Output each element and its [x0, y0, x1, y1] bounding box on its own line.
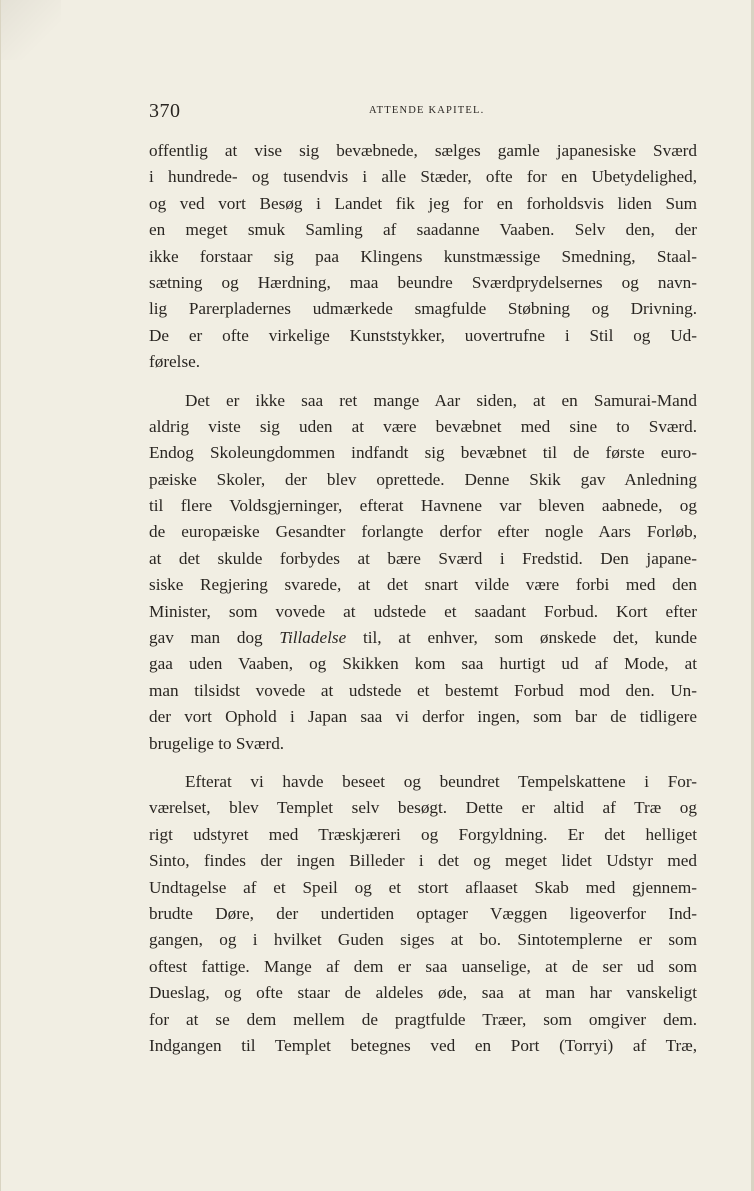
text-line: førelse. — [149, 352, 201, 372]
text-line — [149, 625, 697, 651]
text-line: Indgangen til Templet betegnes ved en Port (Torryi) af Træ, — [149, 1035, 697, 1055]
text-line: værelset, blev Templet selv besøgt. Dette er altid af Træ og — [149, 798, 697, 818]
text-line: Undtagelse af et Speil og et stort aflaaset Skab med gjennem- — [149, 877, 697, 897]
body-text — [149, 138, 697, 1059]
text-line: offentlig at vise sig bevæbnede, sælges gamle japanesiske Sværd — [149, 141, 697, 160]
text-line: en meget smuk Samling af saadanne Vaaben. Selv den, der — [149, 220, 697, 240]
text-line: Minister, som vovede at udstede et saadant Forbud. Kort efter — [149, 601, 697, 621]
text-line: Dueslag, og ofte staar de aldeles øde, saa at man har vanskeligt — [149, 983, 697, 1003]
paragraph — [149, 138, 697, 376]
text-line: brudte Døre, der undertiden optager Væggen ligeoverfor Ind- — [149, 903, 697, 923]
text-run: til, at enhver, som ønskede det, kunde — [346, 628, 697, 648]
text-line: Endog Skoleungdommen indfandt sig bevæbnet til de første euro- — [149, 443, 697, 463]
text-line: Efterat vi havde beseet og beundret Tempelskattene i For- — [185, 771, 697, 791]
paragraph — [149, 769, 697, 1059]
page-header — [149, 100, 694, 124]
text-line: rigt udstyret med Træskjæreri og Forgyldning. Er det helliget — [149, 824, 697, 844]
text-line: de europæiske Gesandter forlangte derfor efter nogle Aars Forløb, — [149, 522, 697, 542]
text-line: gangen, og i hvilket Guden siges at bo. Sintotemplerne er som — [149, 930, 697, 950]
text-line: oftest fattige. Mange af dem er saa uanselige, at de ser ud som — [149, 956, 697, 976]
text-line: Sinto, findes der ingen Billeder i det og meget lidet Udstyr med — [149, 851, 697, 871]
text-line: siske Regjering svarede, at det snart vilde være forbi med den — [149, 575, 697, 595]
text-line: til flere Voldsgjerninger, efterat Havnene var bleven aabnede, og — [149, 496, 697, 516]
text-line: aldrig viste sig uden at være bevæbnet med sine to Sværd. — [149, 416, 697, 436]
text-line: lig Parerpladernes udmærkede smagfulde Støbning og Drivning. — [149, 299, 697, 319]
text-line: der vort Ophold i Japan saa vi derfor ingen, som bar de tidligere — [149, 707, 697, 727]
page-number: 370 — [149, 100, 181, 122]
text-line: sætning og Hærdning, maa beundre Sværdprydelsernes og navn- — [149, 272, 697, 292]
paragraph-gap — [149, 376, 697, 388]
italic-word: Tilladelse — [279, 628, 347, 648]
text-line: at det skulde forbydes at bære Sværd i Fredstid. Den japane- — [149, 548, 697, 568]
text-line: De er ofte virkelige Kunststykker, uovertrufne i Stil og Ud- — [149, 325, 697, 345]
text-run: gav man dog — [149, 628, 280, 648]
paragraph-gap — [149, 757, 697, 769]
text-line: man tilsidst vovede at udstede et bestemt Forbud mod den. Un- — [149, 680, 697, 700]
text-line: pæiske Skoler, der blev oprettede. Denne Skik gav Anledning — [149, 469, 697, 489]
scan-shadow — [1, 0, 61, 60]
text-line: ikke forstaar sig paa Klingens kunstmæssige Smedning, Staal- — [149, 246, 697, 266]
text-line: gaa uden Vaaben, og Skikken kom saa hurtigt ud af Mode, at — [149, 654, 697, 674]
text-line: for at se dem mellem de pragtfulde Træer, som omgiver dem. — [149, 1009, 697, 1029]
text-line: Det er ikke saa ret mange Aar siden, at en Samurai-Mand — [185, 390, 697, 410]
text-line: brugelige to Sværd. — [149, 733, 285, 753]
text-line: og ved vort Besøg i Landet fik jeg for en forholdsvis liden Sum — [149, 193, 697, 213]
text-line: i hundrede- og tusendvis i alle Stæder, ofte for en Ubetydelighed, — [149, 167, 697, 187]
running-head: ATTENDE KAPITEL. — [369, 105, 485, 116]
paragraph — [149, 388, 697, 757]
